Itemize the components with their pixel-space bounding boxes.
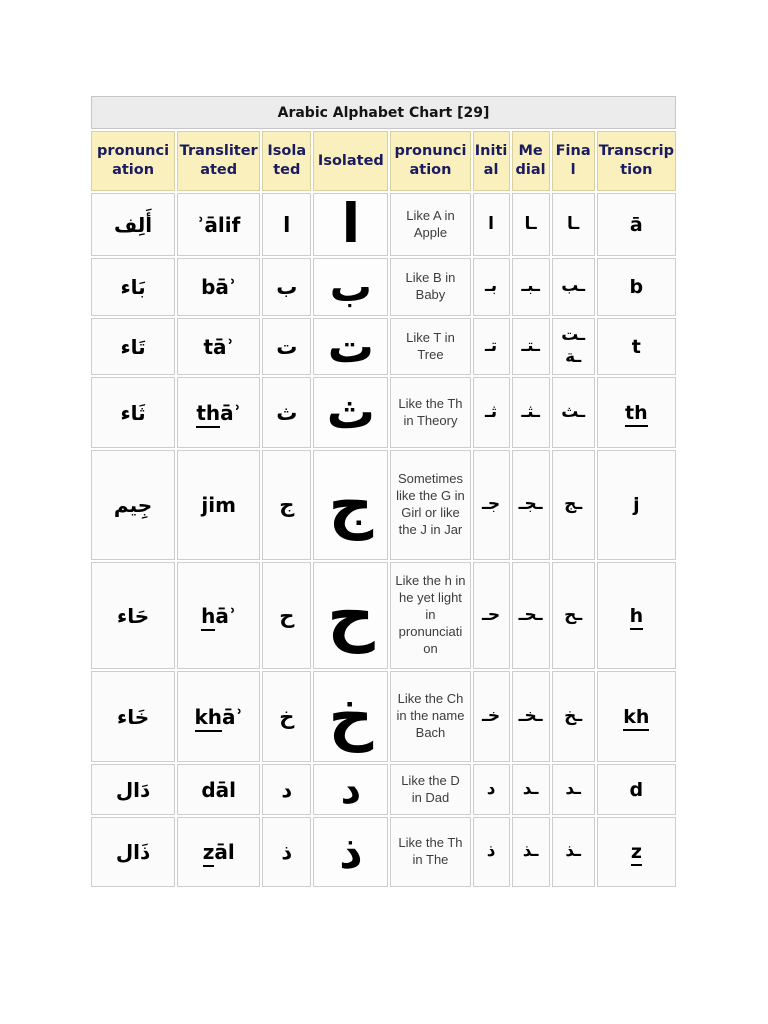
table-header-row [91,131,676,191]
transliteration-cell-ba [177,258,260,316]
text-segment: ʾālif [197,212,241,237]
text-segment: āl [214,840,235,864]
medial-form-cell-ta: ـتـ [512,318,550,375]
letter-row-kha [91,671,676,762]
final-form-cell-alif: ـا [552,193,595,256]
isolated-letter-cell-dal: د [262,764,311,815]
isolated-calligraphy-cell-zal [313,817,388,887]
transcription-cell-ha [597,562,676,669]
letter-row-alif [91,193,676,256]
calligraphic-letter-glyph-kha: خ [328,679,374,753]
calligraphic-letter-glyph-dal: د [340,766,362,813]
medial-form-cell-jim: ـجـ [512,450,550,560]
table-title: Arabic Alphabet Chart [29] [91,96,676,129]
initial-form-cell-alif: ا [473,193,510,256]
isolated-calligraphy-cell-tha [313,377,388,448]
initial-form-cell-kha: خـ [473,671,510,762]
transliteration-cell-ta [177,318,260,375]
letter-row-jim [91,450,676,560]
text-segment: d [629,778,644,801]
table-title-row [91,96,676,129]
medial-form-cell-kha: ـخـ [512,671,550,762]
column-header-medial-6: Medial [512,131,550,191]
arabic-name-cell-ha: حَاء [91,562,175,669]
medial-form-cell-dal: ـد [512,764,550,815]
isolated-calligraphy-cell-dal [313,764,388,815]
calligraphic-letter-glyph-alif: ا [341,193,361,256]
arabic-name-cell-ta: تَاء [91,318,175,375]
calligraphic-letter-glyph-ba: ب [329,261,372,311]
letter-row-zal [91,817,676,887]
text-segment: b [629,276,644,298]
column-header-transcription-8: Transcription [597,131,676,191]
initial-form-cell-ba: بـ [473,258,510,316]
transliteration-cell-alif [177,193,260,256]
initial-form-cell-ha: حـ [473,562,510,669]
final-form-cell-ba: ـب [552,258,595,316]
underlined-segment: h [630,605,644,630]
column-header-isolated-2: Isolated [262,131,311,191]
final-form-cell-dal: ـد [552,764,595,815]
text-segment: jim [201,493,236,517]
isolated-calligraphy-cell-alif [313,193,388,256]
arabic-name-cell-kha: خَاء [91,671,175,762]
arabic-name-cell-dal: دَال [91,764,175,815]
isolated-letter-cell-ha: ح [262,562,311,669]
text-segment: bāʾ [201,275,237,299]
isolated-calligraphy-cell-kha [313,671,388,762]
pronunciation-note-cell-alif: Like A in Apple [390,193,470,256]
isolated-calligraphy-cell-ta [313,318,388,375]
arabic-name-cell-tha: ثَاء [91,377,175,448]
initial-form-cell-tha: ثـ [473,377,510,448]
isolated-calligraphy-cell-ha [313,562,388,669]
isolated-letter-cell-ta: ت [262,318,311,375]
medial-form-cell-alif: ـا [512,193,550,256]
final-form-cell-tha: ـث [552,377,595,448]
transliteration-cell-ha [177,562,260,669]
letter-row-ta [91,318,676,375]
transcription-cell-dal [597,764,676,815]
letter-row-dal [91,764,676,815]
letter-row-tha [91,377,676,448]
column-header-pronunciation-0: pronunciation [91,131,175,191]
text-segment: dāl [201,777,237,802]
initial-form-cell-zal: ذ [473,817,510,887]
pronunciation-note-cell-dal: Like the D in Dad [390,764,470,815]
transliteration-cell-kha [177,671,260,762]
arabic-alphabet-table [89,94,678,889]
isolated-letter-cell-alif: ا [262,193,311,256]
initial-form-cell-ta: تـ [473,318,510,375]
arabic-name-cell-jim: جِيم [91,450,175,560]
isolated-letter-cell-ba: ب [262,258,311,316]
text-segment: āʾ [215,603,237,628]
medial-form-cell-tha: ـثـ [512,377,550,448]
pronunciation-note-cell-kha: Like the Ch in the name Bach [390,671,470,762]
initial-form-cell-dal: د [473,764,510,815]
transliteration-cell-zal [177,817,260,887]
text-segment: āʾ [220,400,241,425]
transcription-cell-jim [597,450,676,560]
underlined-segment: th [196,401,220,428]
isolated-letter-cell-zal: ذ [262,817,311,887]
calligraphic-letter-glyph-tha: ث [326,384,375,441]
letter-row-ba [91,258,676,316]
medial-form-cell-ba: ـبـ [512,258,550,316]
underlined-segment: z [203,840,215,867]
isolated-letter-cell-kha: خ [262,671,311,762]
isolated-letter-cell-tha: ث [262,377,311,448]
pronunciation-note-cell-tha: Like the Th in Theory [390,377,470,448]
text-segment: t [631,335,641,358]
transliteration-cell-tha [177,377,260,448]
column-header-initial-5: Initial [473,131,510,191]
text-segment: tāʾ [203,334,234,359]
underlined-segment: z [631,841,642,866]
text-segment: j [633,494,640,516]
column-header-transliterated-1: Transliterated [177,131,260,191]
arabic-name-cell-alif: أَلِف [91,193,175,256]
pronunciation-note-cell-jim: Sometimes like the G in Girl or like the J in Jar [390,450,470,560]
final-form-cell-zal: ـذ [552,817,595,887]
transliteration-cell-dal [177,764,260,815]
text-segment: ā [629,213,643,236]
transcription-cell-tha [597,377,676,448]
isolated-calligraphy-cell-ba [313,258,388,316]
calligraphic-letter-glyph-jim: ج [328,468,374,542]
transliteration-cell-jim [177,450,260,560]
underlined-segment: th [625,402,648,427]
arabic-name-cell-zal: ذَال [91,817,175,887]
pronunciation-note-cell-ha: Like the h in he yet light in pronunciation [390,562,470,669]
final-form-cell-jim: ـج [552,450,595,560]
transcription-cell-zal [597,817,676,887]
pronunciation-note-cell-ba: Like B in Baby [390,258,470,316]
pronunciation-note-cell-zal: Like the Th in The [390,817,470,887]
arabic-name-cell-ba: بَاء [91,258,175,316]
calligraphic-letter-glyph-zal: ذ [339,824,363,879]
isolated-calligraphy-cell-jim [313,450,388,560]
transcription-cell-ba [597,258,676,316]
underlined-segment: kh [195,705,223,732]
final-form-cell-kha: ـخ [552,671,595,762]
letter-row-ha [91,562,676,669]
medial-form-cell-zal: ـذ [512,817,550,887]
initial-form-cell-jim: جـ [473,450,510,560]
final-form-cell-ta: ـت ـة [552,318,595,375]
underlined-segment: h [201,604,215,631]
pronunciation-note-cell-ta: Like T in Tree [390,318,470,375]
column-header-pronunciation-4: pronunciation [390,131,470,191]
text-segment: āʾ [222,704,243,729]
medial-form-cell-ha: ـحـ [512,562,550,669]
isolated-letter-cell-jim: ج [262,450,311,560]
calligraphic-letter-glyph-ta: ت [327,319,374,374]
final-form-cell-ha: ـح [552,562,595,669]
underlined-segment: kh [623,706,649,731]
column-header-final-7: Final [552,131,595,191]
calligraphic-letter-glyph-ha: ح [327,576,375,654]
transcription-cell-ta [597,318,676,375]
transcription-cell-alif [597,193,676,256]
table-body [91,193,676,887]
column-header-isolated-3: Isolated [313,131,388,191]
transcription-cell-kha [597,671,676,762]
